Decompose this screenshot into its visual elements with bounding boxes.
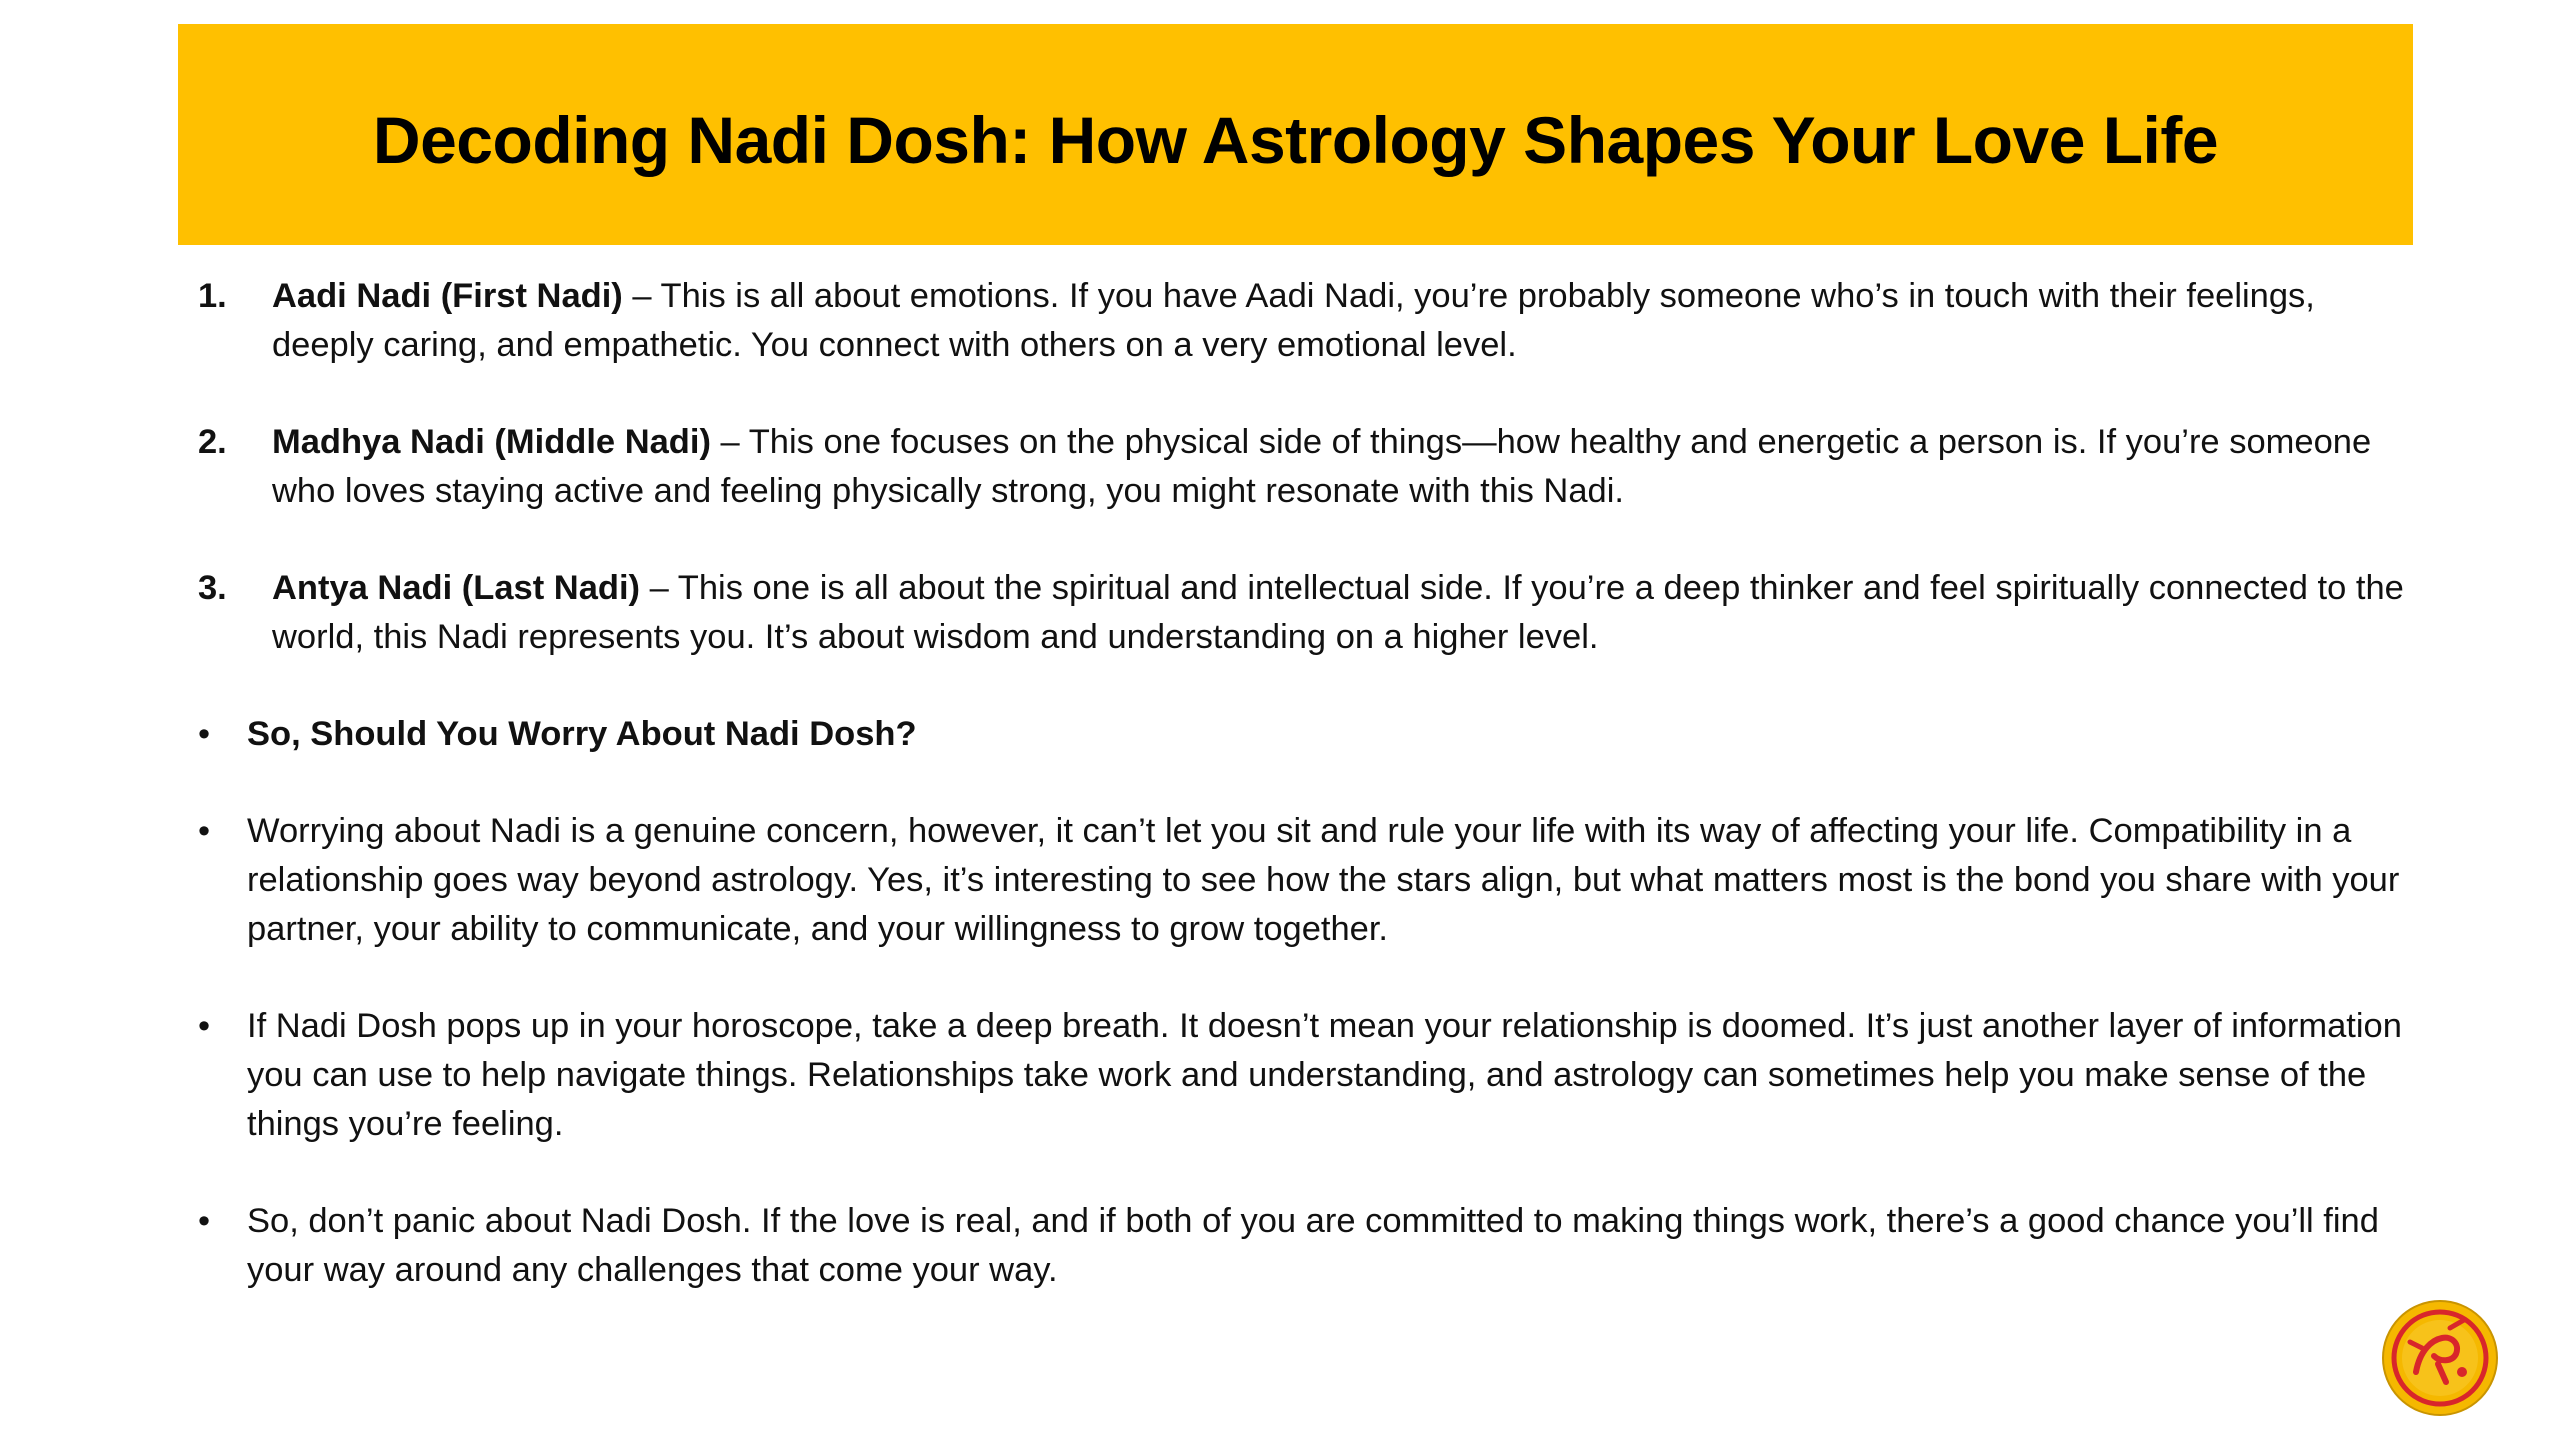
bullet-icon: •	[198, 1007, 211, 1045]
bullet-item	[190, 1197, 2410, 1295]
nadi-description: – This is all about emotions. If you have Aadi Nadi, you’re probably someone who’s in touch with their feelings, deeply caring, and empathetic. You connect with others on a very emotional level.	[272, 277, 2315, 364]
bullet-text: If Nadi Dosh pops up in your horoscope, take a deep breath. It doesn’t mean your relationship is doomed. It’s just another layer of information you can use to help navigate things. Relationships take work and understanding, and astrology can sometimes help you make sense of the things you’re feeling.	[247, 1007, 2402, 1143]
list-number: 2.	[198, 423, 227, 461]
page-title: Decoding Nadi Dosh: How Astrology Shapes Your Love Life	[372, 102, 2219, 177]
bullet-icon: •	[198, 715, 211, 753]
bullet-icon: •	[198, 1202, 211, 1240]
numbered-item-madhya	[190, 418, 2410, 516]
numbered-item-aadi	[190, 272, 2410, 370]
bullet-item	[190, 807, 2410, 954]
bullet-icon: •	[198, 812, 211, 850]
bullet-heading-item	[190, 710, 2410, 759]
list-number: 1.	[198, 277, 227, 315]
bullet-item	[190, 1002, 2410, 1149]
section-heading: So, Should You Worry About Nadi Dosh?	[247, 715, 917, 753]
nadi-description: – This one is all about the spiritual and intellectual side. If you’re a deep thinker and feel spiritually connected to the world, this Nadi represents you. It’s about wisdom and understanding on a higher level.	[272, 569, 2404, 656]
nadi-term: Madhya Nadi (Middle Nadi)	[272, 423, 711, 461]
nadi-term: Antya Nadi (Last Nadi)	[272, 569, 641, 607]
slide-content	[190, 272, 2410, 1343]
nadi-description: – This one focuses on the physical side of things—how healthy and energetic a person is. If you’re someone who loves staying active and feeling physically strong, you might resonate with this Nadi.	[272, 423, 2372, 510]
bullet-text: Worrying about Nadi is a genuine concern, however, it can’t let you sit and rule your life with its way of affecting your life. Compatibility in a relationship goes way beyond astrology. Yes, it’s interesting to see how the stars align, but what matters most is the bond you share with your partner, your ability to communicate, and your willingness to grow together.	[247, 812, 2400, 948]
bullet-text: So, don’t panic about Nadi Dosh. If the love is real, and if both of you are committed to making things work, there’s a good chance you’ll find your way around any challenges that come your way.	[247, 1202, 2379, 1289]
title-banner	[178, 24, 2413, 245]
nadi-term: Aadi Nadi (First Nadi)	[272, 277, 623, 315]
list-number: 3.	[198, 569, 227, 607]
numbered-item-antya	[190, 564, 2410, 662]
astrology-logo-icon	[2380, 1298, 2500, 1418]
